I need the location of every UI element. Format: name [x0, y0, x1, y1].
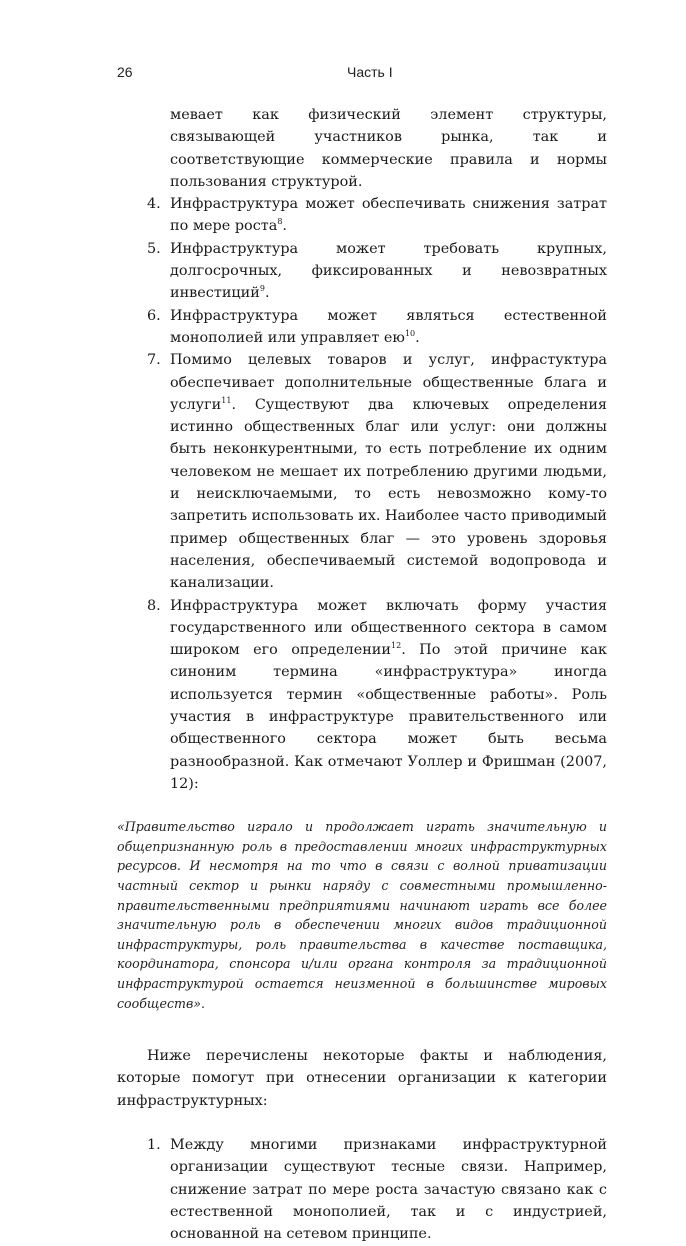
list-item: [117, 595, 607, 796]
list-number: 6.: [147, 307, 161, 324]
page-body: [117, 104, 607, 1246]
list-item: [117, 193, 607, 238]
list-number: 4.: [147, 196, 161, 213]
list-item: [117, 238, 607, 305]
list-text: Между многими признаками инфраструктурной организации существуют тесные связи. Например, снижение затрат по мере роста зачастую связано как с естественной монополией, так и с индустрией, основанной на сетевом принципе.: [170, 1137, 607, 1243]
page-header: [0, 64, 686, 84]
list-text-tail: .: [282, 218, 287, 235]
footnote-ref: 9: [259, 284, 265, 294]
list-text-tail: . По этой причине как синоним термина «инфраструктура» иногда используется термин «общественные работы». Роль участия в инфраструктуре правительственного или общественного сектора может быть весьма разнообразной. Как отмечают Уоллер и Фришман (2007, 12):: [170, 642, 607, 792]
numbered-list: [117, 193, 607, 795]
list-text: Инфраструктура может требовать крупных, долгосрочных, фиксированных и невозвратных инвестиций: [170, 240, 607, 302]
list-text: Помимо целевых товаров и услуг, инфрастуктура обеспечивает дополнительные общественные блага и услуги: [170, 352, 607, 413]
footnote-ref: 10: [404, 328, 416, 338]
list-text-tail: . Существуют два ключевых определения истинно общественных благ или услуг: они должны быть неконкурентными, то есть потребление их одним человеком не мешает их потреблению другими людьми, и неисключаемыми, то есть невозможно кому-то запретить использовать их. Наиболее часто приводимый пример общественных благ — это уровень здоровья населения, обеспечиваемый системой водопровода и канализации.: [170, 396, 607, 592]
list-item: [117, 305, 607, 350]
list-item: [117, 349, 607, 594]
list-number: 8.: [147, 597, 161, 614]
list-number: 7.: [147, 352, 161, 369]
list-text: Инфраструктура может включать форму участия государственного или общественного сектора в самом широком его определении: [170, 597, 607, 659]
footnote-ref: 11: [221, 395, 232, 405]
body-paragraph: Ниже перечислены некоторые факты и наблюдения, которые помогут при отнесении организации к категории инфраструктурных:: [117, 1048, 607, 1109]
numbered-list-2: [117, 1134, 607, 1245]
list-number: 5.: [147, 240, 161, 257]
list-item-continuation: мевает как физический элемент структуры, связывающей участников рынка, так и соответствующие коммерческие правила и нормы пользования структурой.: [170, 107, 607, 190]
list-text-tail: .: [264, 285, 270, 302]
page-number: 26: [117, 64, 133, 80]
list-text-tail: .: [415, 329, 420, 346]
list-item: [117, 1134, 607, 1245]
footnote-ref: 12: [391, 641, 402, 651]
block-quote: «Правительство играло и продолжает играть значительную и общепризнанную роль в предоставлении многих инфраструктурных ресурсов. И несмотря на то что в связи с волной приватизации частный сектор и рынки наряду с совместными промышленно-правительственными предприятиями начинают играть все более значительную роль в обеспечении многих видов традиционной инфраструктуры, роль правительства в качестве поставщика, координатора, спонсора и/или органа контроля за традиционной инфраструктурой остается неизменной в большинстве мировых сообществ».: [117, 819, 607, 1011]
footnote-ref: 8: [277, 217, 283, 227]
list-number: 1.: [147, 1137, 161, 1154]
list-text: Инфраструктура может являться естественной монополией или управляет ею: [170, 307, 607, 346]
list-text: Инфраструктура может обеспечивать снижения затрат по мере роста: [170, 196, 607, 235]
running-head: Часть I: [347, 64, 393, 80]
